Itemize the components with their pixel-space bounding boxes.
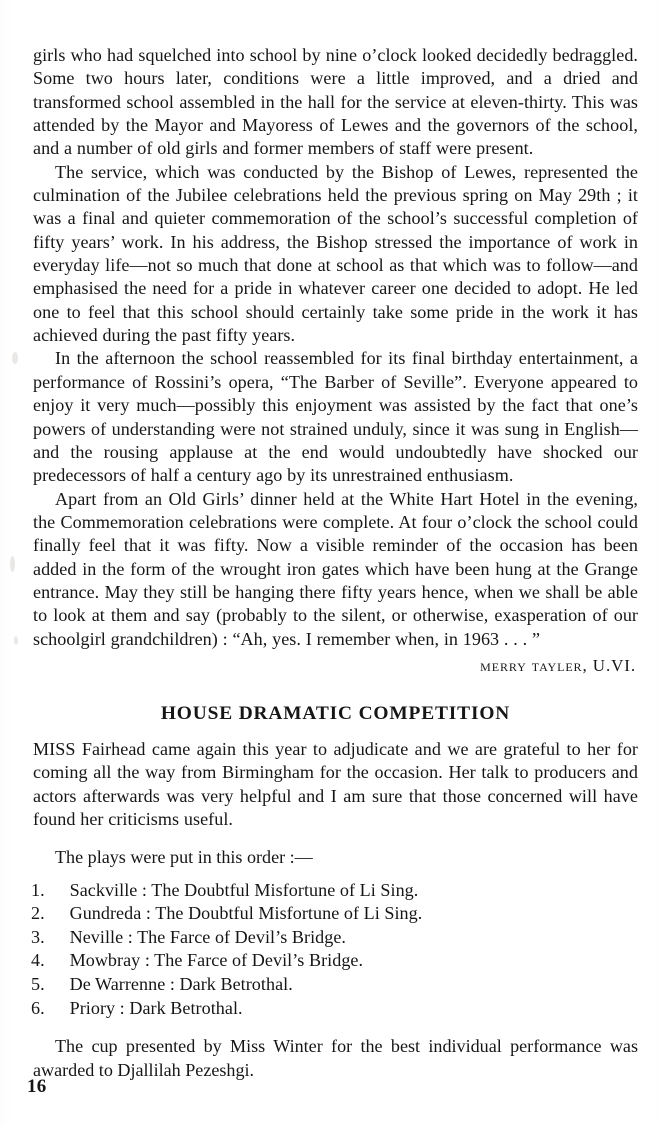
paragraph-bishop-address: The service, which was conducted by the Bishop of Lewes, represented the culmination of the Jubilee celebrations held the previous spring on May 29th ; it was a final and quieter commemoration of the school’s successful completion of fifty years’ work. In his address, the Bishop stressed the importance of work in everyday life—not so much that done at school as that which was to follow—and emphasised the need for a pride in whatever career one decided to adopt. He led one to feel that this school should certainly take some pride in the work it has achieved during the past fifty years.: [33, 161, 638, 346]
list-item-number: 5.: [31, 974, 45, 995]
play-results-list: [33, 879, 638, 1021]
list-item-number: 4.: [31, 950, 45, 971]
list-item-number: 2.: [31, 903, 45, 924]
list-item-number: 3.: [31, 926, 45, 947]
list-item-label: Sackville : The Doubtful Misfortune of Li Sing.: [69, 879, 419, 900]
lead-paragraph-rest: Fairhead came again this year to adjudicate and we are grateful to her for coming all the way from Birmingham for the occasion. Her talk to producers and actors afterwards was very helpful and I am sure that those concerned will have found her criticisms useful.: [33, 738, 638, 829]
article-byline: [33, 654, 638, 678]
list-item-label: Mowbray : The Farce of Devil’s Bridge.: [69, 950, 364, 971]
lead-caps-miss: MISS: [33, 738, 76, 759]
paragraph-afternoon-opera: In the afternoon the school reassembled for its final birthday entertainment, a performance of Rossini’s opera, “The Barber of Seville”. Everyone appeared to enjoy it very much—possibly this enjoyment was assisted by the fact that one’s powers of understanding were not strained unduly, since it was sung in English—and the rousing applause at the end would undoubtedly have shocked our predecessors of half a century ago by its unrestrained enthusiasm.: [33, 348, 638, 486]
byline-form: U.VI.: [592, 655, 636, 675]
list-item: [31, 949, 638, 973]
list-item: [31, 973, 638, 997]
paragraph-old-girls-dinner: Apart from an Old Girls’ dinner held at the White Hart Hotel in the evening, the Commemoration celebrations were complete. At four o’clock the school could finally feel that it was fifty. Now a visible reminder of the occasion has been added in the form of the wrought iron gates which have been hung at the Grange entrance. May they still be hanging there fifty years hence, when we shall be able to look at them and say (probably to the silent, or otherwise, exasperation of our schoolgirl grandchildren) : “Ah, yes. I remember when, in 1963 . . . ”: [33, 488, 638, 649]
list-item: [31, 926, 638, 950]
page-text-block: [33, 44, 638, 1082]
byline-author-name: merry tayler,: [480, 655, 593, 675]
margin-speck: [14, 636, 18, 645]
list-item-label: De Warrenne : Dark Betrothal.: [69, 974, 293, 995]
section-heading-house-dramatic-competition: HOUSE DRAMATIC COMPETITION: [160, 702, 511, 724]
page-number: 16: [27, 1076, 47, 1097]
list-item-label: Gundreda : The Doubtful Misfortune of Li Sing.: [69, 903, 423, 924]
paragraph-commemoration-service: girls who had squelched into school by nine o’clock looked decidedly bedraggled. Some two hours later, conditions were a little improved, and a dried and transformed school assembled in the hall for the service at eleven-thirty. This was attended by the Mayor and Mayoress of Lewes and the governors of the school, and a number of old girls and former members of staff were present.: [33, 45, 638, 159]
plays-order-intro: The plays were put in this order :—: [55, 847, 313, 868]
list-item: [31, 879, 638, 903]
margin-speck: [10, 556, 15, 572]
list-item: [31, 997, 638, 1021]
list-item-label: Priory : Dark Betrothal.: [69, 997, 243, 1018]
list-item-number: 6.: [31, 997, 45, 1018]
margin-speck: [12, 352, 18, 364]
list-item-number: 1.: [31, 879, 45, 900]
paragraph-adjudicator: [33, 738, 638, 831]
list-item-label: Neville : The Farce of Devil’s Bridge.: [69, 926, 346, 947]
paragraph-cup-award: The cup presented by Miss Winter for the best individual performance was awarded to Djallilah Pezeshgi.: [33, 1036, 638, 1080]
list-item: [31, 902, 638, 926]
